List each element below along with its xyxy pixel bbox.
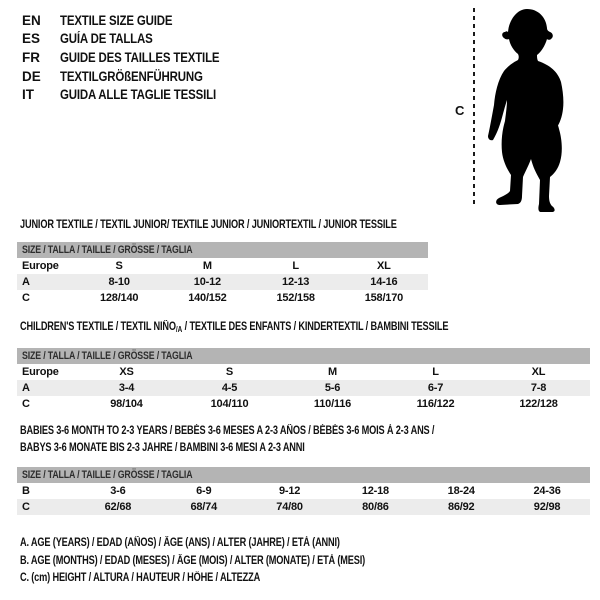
table-cell: 98/104 (110, 398, 143, 410)
table-cell: 6-7 (427, 382, 444, 394)
table-cell: 8-10 (108, 276, 130, 288)
table-row-age (17, 274, 428, 290)
table-cell: 62/68 (104, 501, 132, 513)
language-code: EN (22, 12, 41, 28)
language-title-list (22, 11, 248, 104)
row-label: Europe (22, 260, 59, 272)
size-header-bar (17, 348, 590, 364)
size-header-row (17, 467, 590, 483)
children-title-sub: /A (175, 325, 183, 334)
table-cell: 6-9 (196, 485, 212, 497)
table-cell: M (202, 260, 212, 272)
language-row-it (22, 85, 248, 104)
size-header-row (17, 348, 590, 364)
table-cell: 74/80 (276, 501, 303, 513)
children-table-title-text (20, 319, 448, 338)
table-cell: 116/122 (416, 398, 455, 410)
table-cell: 110/116 (313, 398, 352, 410)
language-code: IT (22, 87, 34, 103)
table-row-age (17, 380, 590, 396)
table-cell: 10-12 (193, 276, 221, 288)
legend (20, 537, 451, 590)
toddler-silhouette-image (483, 8, 579, 213)
language-row-en (22, 11, 248, 30)
height-measure-dashed-line (473, 8, 475, 207)
table-cell: 9-12 (278, 485, 301, 497)
table-row-europe (17, 258, 428, 274)
babies-title-line2: BABYS 3-6 MONATE BIS 2-3 JAHRE / BAMBINI 3-6 MESI A 2-3 ANNI (20, 442, 305, 454)
height-measure-label: C (455, 103, 465, 118)
table-cell: 158/170 (364, 292, 404, 304)
table-row-height (17, 396, 590, 412)
language-row-fr (22, 48, 248, 67)
table-row-months (17, 483, 590, 499)
row-label: A (22, 276, 30, 288)
row-label: C (22, 292, 30, 304)
size-header-bar (17, 242, 428, 258)
guide-title-fr: GUIDE DES TAILLES TEXTILE (60, 49, 220, 65)
table-cell: L (432, 366, 439, 378)
junior-table-title (20, 217, 491, 234)
row-label: C (22, 501, 30, 513)
children-title-pre: CHILDREN'S TEXTILE / TEXTIL NIÑO (20, 321, 176, 333)
table-cell: L (292, 260, 299, 272)
row-label: C (22, 398, 30, 410)
size-header-text: SIZE / TALLA / TAILLE / GRÖSSE / TAGLIA (22, 469, 193, 481)
table-cell: 68/74 (190, 501, 217, 513)
language-code: DE (22, 68, 41, 84)
table-cell: 3-4 (118, 382, 135, 394)
legend-text-a: A. AGE (YEARS) / EDAD (AÑOS) / ÂGE (ANS) / ALTER (JAHRE) / ETÀ (ANNI) (20, 537, 340, 549)
table-cell: 5-6 (324, 382, 341, 394)
table-cell: S (115, 260, 123, 272)
legend-line-height (20, 572, 451, 590)
table-cell: XL (531, 366, 546, 378)
children-title-post: / TEXTILE DES ENFANTS / KINDERTEXTIL / BAMBINI TESSILE (182, 321, 449, 333)
language-row-de (22, 67, 248, 86)
table-cell: 12-13 (282, 276, 310, 288)
babies-size-table (17, 467, 590, 515)
row-label: B (22, 485, 30, 497)
children-table-title (20, 319, 555, 338)
junior-table-title-text: JUNIOR TEXTILE / TEXTIL JUNIOR/ TEXTILE JUNIOR / JUNIORTEXTIL / JUNIOR TESSILE (20, 219, 397, 231)
legend-line-age-years (20, 537, 451, 555)
table-row-height (17, 290, 428, 306)
babies-table-title (20, 423, 538, 457)
guide-title-it: GUIDA ALLE TAGLIE TESSILI (60, 87, 216, 103)
table-cell: 140/152 (188, 292, 227, 304)
table-cell: 128/140 (99, 292, 139, 304)
table-cell: 92/98 (533, 501, 561, 513)
children-size-table (17, 348, 590, 412)
table-cell: 80/86 (362, 501, 389, 513)
language-row-es (22, 30, 248, 49)
babies-title-line1: BABIES 3-6 MONTH TO 2-3 YEARS / BEBÉS 3-6 MESES A 2-3 AÑOS / BÉBÉS 3-6 MOIS À 2-3 ANS / (20, 425, 435, 437)
table-cell: XL (377, 260, 391, 272)
table-cell: 122/128 (519, 398, 558, 410)
table-cell: 4-5 (221, 382, 238, 394)
table-cell: 7-8 (530, 382, 547, 394)
table-cell: 14-16 (370, 276, 398, 288)
table-cell: 3-6 (110, 485, 126, 497)
size-header-text: SIZE / TALLA / TAILLE / GRÖSSE / TAGLIA (22, 244, 193, 256)
language-code: FR (22, 49, 40, 65)
table-row-height (17, 499, 590, 515)
language-code: ES (22, 31, 41, 47)
table-cell: M (328, 366, 337, 378)
table-cell: 24-36 (533, 485, 561, 497)
legend-text-c: C. (cm) HEIGHT / ALTURA / HAUTEUR / HÖHE / ALTEZZA (20, 572, 261, 585)
size-header-text: SIZE / TALLA / TAILLE / GRÖSSE / TAGLIA (22, 350, 193, 362)
table-cell: 152/158 (276, 292, 315, 304)
table-cell: S (225, 366, 234, 378)
table-cell: 18-24 (447, 485, 475, 497)
row-label: Europe (22, 366, 59, 378)
table-cell: XS (119, 366, 134, 378)
guide-title-de: TEXTILGRÖßENFÜHRUNG (60, 68, 203, 84)
table-cell: 104/110 (210, 398, 249, 410)
guide-title-es: GUÍA DE TALLAS (60, 31, 153, 47)
table-cell: 12-18 (361, 485, 389, 497)
size-header-row (17, 242, 428, 258)
table-row-europe (17, 364, 590, 380)
toddler-silhouette-shape (488, 9, 563, 212)
size-header-bar (17, 467, 590, 483)
guide-title-en: TEXTILE SIZE GUIDE (60, 12, 173, 28)
legend-line-age-months (20, 555, 451, 573)
legend-text-b: B. AGE (MONTHS) / EDAD (MESES) / ÂGE (MOIS) / ALTER (MONATE) / ETÀ (MESI) (20, 554, 366, 567)
table-cell: 86/92 (447, 501, 475, 513)
row-label: A (22, 382, 30, 394)
junior-size-table (17, 242, 428, 306)
